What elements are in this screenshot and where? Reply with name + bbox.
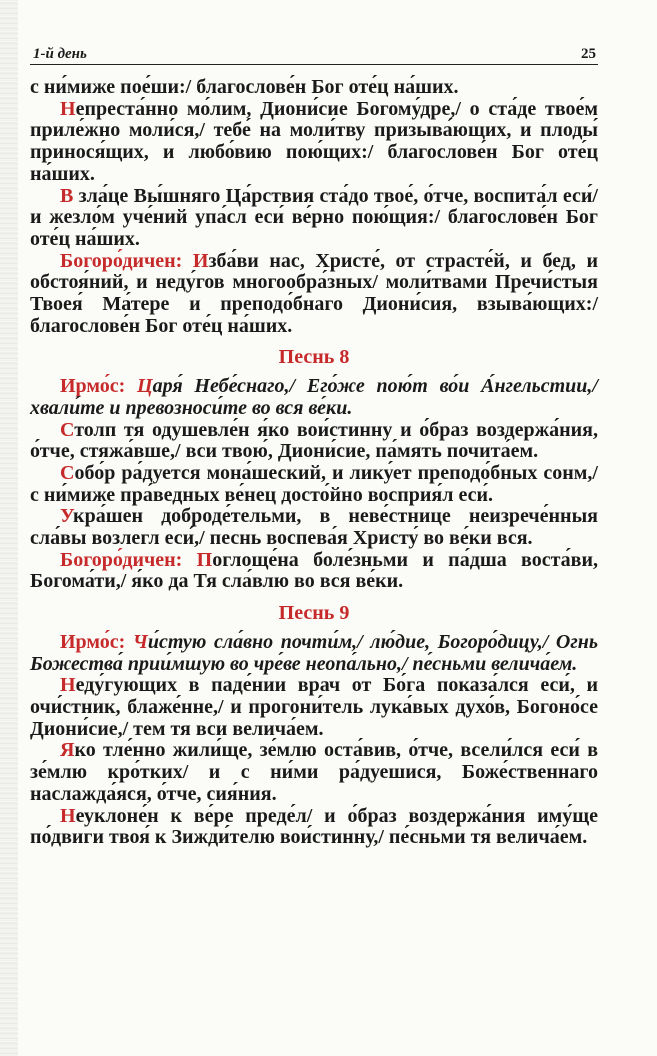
ode-heading: Песнь 8	[278, 346, 350, 369]
page-edge	[0, 0, 18, 1056]
paragraph	[30, 376, 598, 419]
red-initial: У	[60, 505, 74, 528]
red-initial: Н	[60, 97, 76, 120]
paragraph	[30, 550, 598, 593]
page-body	[30, 77, 598, 849]
paragraph	[30, 186, 598, 251]
paragraph-text: зла́це Вы́шняго Ца́рствия ста́до твое́, о́тче, воспита́л еси́/ и жезло́м уче́ний упа́сл еси́ ве́рно пою́щия:/ благослове́н Бог оте́ц на́ших.	[30, 184, 598, 250]
red-initial: Я	[60, 739, 75, 762]
theotokion-label: Богоро́дичен:	[60, 548, 197, 571]
running-title: 1-й день	[33, 46, 87, 62]
paragraph	[30, 806, 598, 849]
red-initial: С	[60, 461, 75, 484]
page-number: 25	[581, 46, 596, 62]
paragraph	[30, 506, 598, 549]
red-initial: Ч	[132, 630, 148, 653]
running-header	[30, 40, 598, 65]
red-initial: С	[60, 418, 75, 441]
red-initial: Н	[60, 674, 76, 697]
paragraph-text: оглоще́на боле́зньми и па́дша воста́ви, Богома́ти,/ я́ко да Тя сла́влю во вся ве́ки.	[30, 548, 598, 593]
paragraph	[30, 420, 598, 463]
paragraph-text: еду́гующих в паде́нии врач от Бо́га показа́лся еси́, и очи́стник, блаже́нне,/ и прогони́тель лука́вых духо́в, Богоно́се Диони́сие,/ тем тя вси велича́ем.	[30, 674, 598, 740]
paragraph-text: зба́ви нас, Христе́, от страсте́й, и бед, и обстоя́ний, и неду́гов многообра́зных/ моли́твами Пречи́стыя Твоея́ Ма́тере и преподо́бнаго Диони́сия, взыва́ющих:/ благослове́н Бог оте́ц на́ших.	[30, 249, 598, 337]
paragraph	[30, 632, 598, 675]
paragraph	[30, 675, 598, 740]
paragraph-text: ко тле́нно жили́ще, зе́млю оста́вив, о́тче, всели́лся еси́ в зе́млю кро́тких/ и с ни́ми ра́дуешися, Боже́ственнаго наслажда́яся, о́тче, сия́ния.	[30, 739, 598, 805]
book-page	[30, 40, 598, 849]
red-initial: П	[196, 548, 213, 571]
irmos-text: и́стую сла́вно почти́м,/ лю́дие, Богоро́дицу,/ Огнь Божества́ прии́мшую во чре́ве неопа́льно,/ пе́сньми велича́ем.	[30, 630, 598, 675]
ode-heading: Песнь 9	[278, 602, 350, 625]
paragraph	[30, 251, 598, 338]
paragraph-text: еуклоне́н к ве́ре преде́л/ и о́браз воздержа́ния иму́ще по́двиги твоя́ к Зижди́телю вои́стинну,/ пе́сньми тя велича́ем.	[30, 804, 598, 849]
irmos-label: Ирмо́с:	[60, 630, 133, 653]
paragraph-text: епреста́нно мо́лим, Диони́сие Богому́дре,/ о ста́де твое́м приле́жно моли́ся,/ тебе́ на моли́тву призыва́ющих, и плоды́ принося́щих, и любо́вию пою́щих:/ благослове́н Бог оте́ц на́ших.	[30, 97, 598, 185]
paragraph-text: обо́р ра́дуется мона́шеский, и лику́ет преподо́бных сонм,/ с ни́миже пра́ведных ве́нец досто́йно восприя́л еси́.	[30, 461, 598, 506]
paragraph-text: с ни́миже пое́ши:/ благослове́н Бог оте́ц на́ших.	[30, 76, 459, 98]
red-initial: Н	[60, 804, 76, 827]
theotokion-label: Богоро́дичен:	[60, 249, 193, 272]
irmos-label: Ирмо́с:	[60, 375, 138, 398]
red-initial: Ц	[137, 375, 153, 398]
paragraph	[30, 463, 598, 506]
paragraph-text: толп тя одушевле́н я́ко вои́стинну и о́браз воздержа́ния, о́тче, стяжа́вше,/ вси твою́, Диони́сие, па́мять почита́ем.	[30, 418, 598, 463]
paragraph	[30, 99, 598, 186]
irmos-text: аря́ Небе́снаго,/ Его́же пою́т во́и А́нгельстии,/ хвали́те и превозноси́те во вся ве́ки.	[30, 375, 598, 419]
paragraph-text: кра́шен доброде́тельми, в неве́стнице неизрече́нныя сла́вы возлегл еси́,/ песнь воспева́я Христу́ во ве́ки вся.	[30, 505, 598, 550]
paragraph	[30, 77, 598, 99]
red-initial: В	[60, 184, 74, 207]
paragraph	[30, 740, 598, 805]
red-initial: И	[192, 249, 209, 272]
